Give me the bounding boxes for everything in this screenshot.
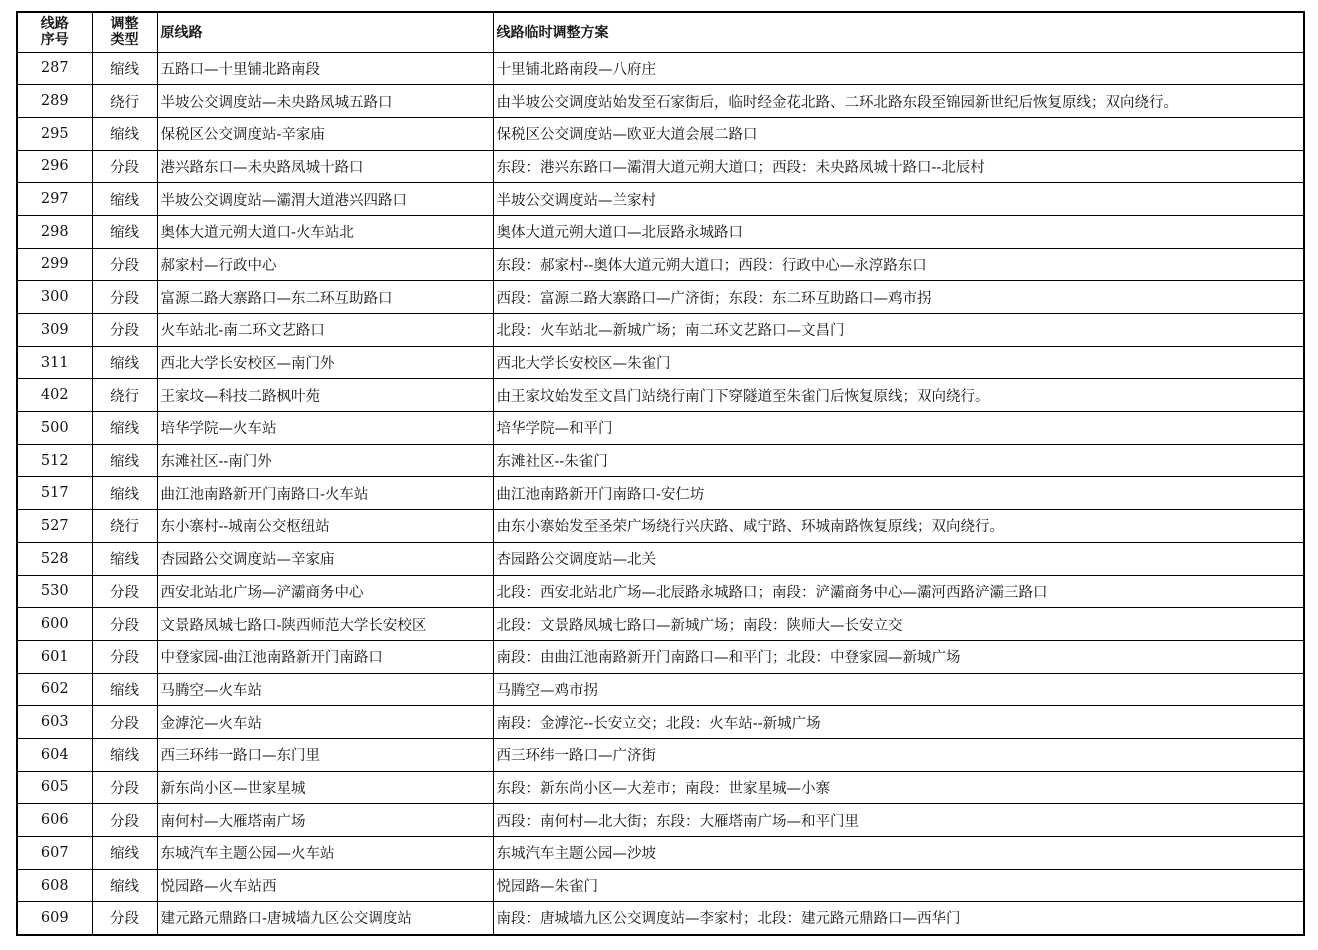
header-original-route: 原线路 <box>157 12 493 52</box>
original-route-cell: 文景路凤城七路口-陕西师范大学长安校区 <box>157 608 493 641</box>
table-row <box>17 673 1304 706</box>
adjustment-plan-cell: 奥体大道元朔大道口—北辰路永城路口 <box>493 215 1304 248</box>
header-adjustment-plan: 线路临时调整方案 <box>493 12 1304 52</box>
route-number-cell: 297 <box>17 183 92 216</box>
route-number-cell: 309 <box>17 314 92 347</box>
header-adjustment-type <box>92 12 157 52</box>
adjustment-type-cell: 分段 <box>92 608 157 641</box>
original-route-cell: 金滹沱—火车站 <box>157 706 493 739</box>
adjustment-plan-cell: 由王家坟始发至文昌门站绕行南门下穿隧道至朱雀门后恢复原线；双向绕行。 <box>493 379 1304 412</box>
table-row <box>17 477 1304 510</box>
table-row <box>17 837 1304 870</box>
adjustment-plan-cell: 西北大学长安校区—朱雀门 <box>493 346 1304 379</box>
route-number-cell: 603 <box>17 706 92 739</box>
adjustment-plan-cell: 马腾空—鸡市拐 <box>493 673 1304 706</box>
adjustment-plan-cell: 北段：西安北站北广场—北辰路永城路口；南段：浐灞商务中心—灞河西路浐灞三路口 <box>493 575 1304 608</box>
table-row <box>17 52 1304 85</box>
original-route-cell: 港兴路东口—未央路凤城十路口 <box>157 150 493 183</box>
adjustment-type-cell: 绕行 <box>92 379 157 412</box>
adjustment-type-cell: 缩线 <box>92 477 157 510</box>
table-row <box>17 771 1304 804</box>
adjustment-type-cell: 分段 <box>92 248 157 281</box>
table-header-row <box>17 12 1304 52</box>
table-row <box>17 640 1304 673</box>
adjustment-plan-cell: 西段：富源二路大寨路口—广济街；东段：东二环互助路口—鸡市拐 <box>493 281 1304 314</box>
header-route-number <box>17 12 92 52</box>
table-row <box>17 412 1304 445</box>
original-route-cell: 西北大学长安校区—南门外 <box>157 346 493 379</box>
header-route-number-line2: 序号 <box>40 32 69 49</box>
adjustment-type-cell: 缩线 <box>92 412 157 445</box>
original-route-cell: 西安北站北广场—浐灞商务中心 <box>157 575 493 608</box>
route-number-cell: 600 <box>17 608 92 641</box>
adjustment-plan-cell: 由东小寨始发至圣荣广场绕行兴庆路、咸宁路、环城南路恢复原线；双向绕行。 <box>493 510 1304 543</box>
table-row <box>17 575 1304 608</box>
table-row <box>17 314 1304 347</box>
route-number-cell: 296 <box>17 150 92 183</box>
adjustment-plan-cell: 东段：港兴东路口—灞渭大道元朔大道口；西段：未央路凤城十路口--北辰村 <box>493 150 1304 183</box>
table-row <box>17 117 1304 150</box>
route-number-cell: 311 <box>17 346 92 379</box>
adjustment-type-cell: 分段 <box>92 281 157 314</box>
adjustment-type-cell: 分段 <box>92 575 157 608</box>
adjustment-type-cell: 分段 <box>92 640 157 673</box>
original-route-cell: 悦园路—火车站西 <box>157 869 493 902</box>
table-row <box>17 706 1304 739</box>
route-number-cell: 299 <box>17 248 92 281</box>
adjustment-type-cell: 分段 <box>92 314 157 347</box>
original-route-cell: 东小寨村--城南公交枢纽站 <box>157 510 493 543</box>
adjustment-plan-cell: 东段：新东尚小区—大差市；南段：世家星城—小寨 <box>493 771 1304 804</box>
original-route-cell: 五路口—十里铺北路南段 <box>157 52 493 85</box>
original-route-cell: 东滩社区--南门外 <box>157 444 493 477</box>
route-number-cell: 402 <box>17 379 92 412</box>
adjustment-type-cell: 绕行 <box>92 510 157 543</box>
table-row <box>17 804 1304 837</box>
table-row <box>17 902 1304 935</box>
route-number-cell: 517 <box>17 477 92 510</box>
original-route-cell: 火车站北-南二环文艺路口 <box>157 314 493 347</box>
adjustment-plan-cell: 东滩社区--朱雀门 <box>493 444 1304 477</box>
table-row <box>17 215 1304 248</box>
original-route-cell: 中登家园-曲江池南路新开门南路口 <box>157 640 493 673</box>
route-number-cell: 298 <box>17 215 92 248</box>
table-row <box>17 869 1304 902</box>
adjustment-type-cell: 分段 <box>92 771 157 804</box>
route-number-cell: 605 <box>17 771 92 804</box>
header-route-number-line1: 线路 <box>40 16 69 33</box>
route-number-cell: 528 <box>17 542 92 575</box>
adjustment-plan-cell: 由半坡公交调度站始发至石家街后，临时经金花北路、二环北路东段至锦园新世纪后恢复原线；双向绕行。 <box>493 85 1304 118</box>
adjustment-plan-cell: 西段：南何村—北大街；东段：大雁塔南广场—和平门里 <box>493 804 1304 837</box>
route-number-cell: 500 <box>17 412 92 445</box>
route-number-cell: 609 <box>17 902 92 935</box>
original-route-cell: 西三环纬一路口—东门里 <box>157 738 493 771</box>
adjustment-plan-cell: 保税区公交调度站—欧亚大道会展二路口 <box>493 117 1304 150</box>
adjustment-type-cell: 缩线 <box>92 673 157 706</box>
original-route-cell: 东城汽车主题公园—火车站 <box>157 837 493 870</box>
adjustment-plan-cell: 北段：文景路凤城七路口—新城广场；南段：陕师大—长安立交 <box>493 608 1304 641</box>
route-number-cell: 602 <box>17 673 92 706</box>
route-number-cell: 300 <box>17 281 92 314</box>
table-row <box>17 85 1304 118</box>
adjustment-plan-cell: 南段：金滹沱--长安立交；北段：火车站--新城广场 <box>493 706 1304 739</box>
header-adjustment-type-line1: 调整 <box>110 16 139 33</box>
adjustment-plan-cell: 东段：郝家村--奥体大道元朔大道口；西段：行政中心—永淳路东口 <box>493 248 1304 281</box>
original-route-cell: 半坡公交调度站—未央路凤城五路口 <box>157 85 493 118</box>
table-row <box>17 510 1304 543</box>
table-row <box>17 608 1304 641</box>
route-adjustment-table <box>16 11 1305 936</box>
table-row <box>17 150 1304 183</box>
table-row <box>17 346 1304 379</box>
route-number-cell: 601 <box>17 640 92 673</box>
route-number-cell: 287 <box>17 52 92 85</box>
original-route-cell: 建元路元鼎路口-唐城墙九区公交调度站 <box>157 902 493 935</box>
adjustment-type-cell: 缩线 <box>92 52 157 85</box>
adjustment-plan-cell: 培华学院—和平门 <box>493 412 1304 445</box>
adjustment-type-cell: 缩线 <box>92 183 157 216</box>
adjustment-plan-cell: 南段：唐城墙九区公交调度站—李家村；北段：建元路元鼎路口—西华门 <box>493 902 1304 935</box>
adjustment-plan-cell: 东城汽车主题公园—沙坡 <box>493 837 1304 870</box>
original-route-cell: 奥体大道元朔大道口-火车站北 <box>157 215 493 248</box>
route-number-cell: 530 <box>17 575 92 608</box>
adjustment-plan-cell: 杏园路公交调度站—北关 <box>493 542 1304 575</box>
original-route-cell: 马腾空—火车站 <box>157 673 493 706</box>
table-row <box>17 738 1304 771</box>
header-adjustment-type-line2: 类型 <box>110 32 139 49</box>
adjustment-type-cell: 缩线 <box>92 215 157 248</box>
adjustment-type-cell: 缩线 <box>92 542 157 575</box>
original-route-cell: 曲江池南路新开门南路口-火车站 <box>157 477 493 510</box>
adjustment-plan-cell: 北段：火车站北—新城广场；南二环文艺路口—文昌门 <box>493 314 1304 347</box>
adjustment-type-cell: 分段 <box>92 804 157 837</box>
adjustment-plan-cell: 悦园路—朱雀门 <box>493 869 1304 902</box>
original-route-cell: 南何村—大雁塔南广场 <box>157 804 493 837</box>
table-row <box>17 281 1304 314</box>
table-row <box>17 444 1304 477</box>
table-row <box>17 183 1304 216</box>
adjustment-type-cell: 分段 <box>92 706 157 739</box>
original-route-cell: 保税区公交调度站-辛家庙 <box>157 117 493 150</box>
original-route-cell: 培华学院—火车站 <box>157 412 493 445</box>
route-number-cell: 527 <box>17 510 92 543</box>
original-route-cell: 杏园路公交调度站—辛家庙 <box>157 542 493 575</box>
adjustment-plan-cell: 西三环纬一路口—广济街 <box>493 738 1304 771</box>
adjustment-plan-cell: 十里铺北路南段—八府庄 <box>493 52 1304 85</box>
table-row <box>17 542 1304 575</box>
route-number-cell: 606 <box>17 804 92 837</box>
table-row <box>17 379 1304 412</box>
adjustment-type-cell: 分段 <box>92 902 157 935</box>
table-row <box>17 248 1304 281</box>
route-number-cell: 608 <box>17 869 92 902</box>
adjustment-type-cell: 绕行 <box>92 85 157 118</box>
adjustment-type-cell: 缩线 <box>92 346 157 379</box>
adjustment-type-cell: 缩线 <box>92 837 157 870</box>
adjustment-type-cell: 缩线 <box>92 738 157 771</box>
original-route-cell: 郝家村—行政中心 <box>157 248 493 281</box>
adjustment-type-cell: 分段 <box>92 150 157 183</box>
route-number-cell: 295 <box>17 117 92 150</box>
route-number-cell: 512 <box>17 444 92 477</box>
route-number-cell: 604 <box>17 738 92 771</box>
adjustment-type-cell: 缩线 <box>92 869 157 902</box>
original-route-cell: 王家坟—科技二路枫叶苑 <box>157 379 493 412</box>
route-number-cell: 289 <box>17 85 92 118</box>
adjustment-plan-cell: 曲江池南路新开门南路口-安仁坊 <box>493 477 1304 510</box>
adjustment-plan-cell: 半坡公交调度站—兰家村 <box>493 183 1304 216</box>
adjustment-type-cell: 缩线 <box>92 444 157 477</box>
original-route-cell: 新东尚小区—世家星城 <box>157 771 493 804</box>
original-route-cell: 富源二路大寨路口—东二环互助路口 <box>157 281 493 314</box>
adjustment-plan-cell: 南段：由曲江池南路新开门南路口—和平门；北段：中登家园—新城广场 <box>493 640 1304 673</box>
adjustment-type-cell: 缩线 <box>92 117 157 150</box>
route-number-cell: 607 <box>17 837 92 870</box>
original-route-cell: 半坡公交调度站—灞渭大道港兴四路口 <box>157 183 493 216</box>
